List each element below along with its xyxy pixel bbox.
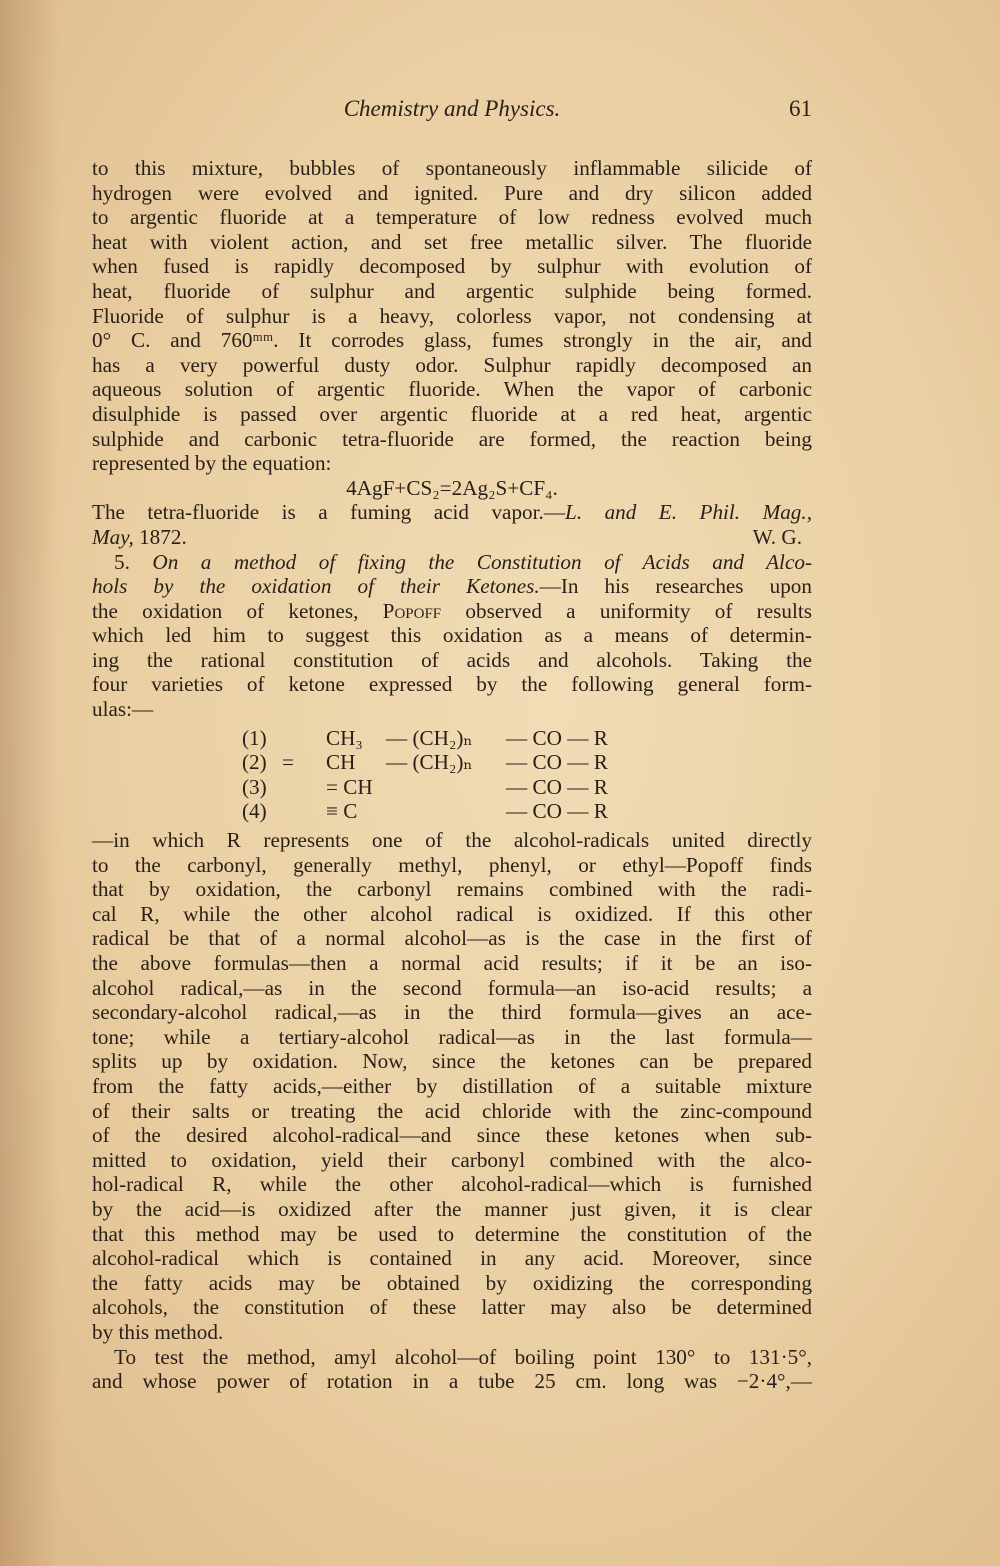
formula-part-c: — CO — R bbox=[506, 774, 608, 799]
text-line: represented by the equation: bbox=[92, 451, 332, 476]
formula-prefix bbox=[282, 726, 326, 751]
section-title: On a method of fixing the Constitution of Acids and Alco- bbox=[152, 549, 812, 574]
text-line: that this method may be used to determine the constitution of the bbox=[92, 1221, 812, 1246]
text-line: by the acid—is oxidized after the manner just given, it is clear bbox=[92, 1196, 812, 1221]
text-line: when fused is rapidly decomposed by sulphur with evolution of bbox=[92, 254, 812, 279]
formula-prefix bbox=[282, 775, 326, 800]
chemical-equation: 4AgF+CS₂=2Ag₂S+CF₄. bbox=[346, 475, 558, 500]
text-line: hol-radical R, while the other alcohol-radical—which is furnished bbox=[92, 1172, 812, 1197]
citation-date bbox=[92, 525, 187, 550]
citation-line bbox=[92, 500, 812, 525]
formula-part-a: ≡ C bbox=[326, 799, 358, 824]
citation-date-line bbox=[92, 525, 812, 550]
formula-part-b: — (CH₂)ₙ bbox=[386, 725, 473, 750]
text-line: has a very powerful dusty odor. Sulphur rapidly decomposed an bbox=[92, 352, 812, 377]
citation-text: The tetra-fluoride is a fuming acid vapor.— bbox=[92, 500, 566, 525]
text-line: tone; while a tertiary-alcohol radical—as in the last formula— bbox=[92, 1024, 812, 1049]
text-line: ing the rational constitution of acids and alcohols. Taking the bbox=[92, 647, 812, 672]
formula-number: (2) bbox=[242, 750, 267, 775]
text-line: Fluoride of sulphur is a heavy, colorless vapor, not condensing at bbox=[92, 303, 812, 328]
author-signature: W. G. bbox=[752, 524, 802, 549]
formula-part-b: — (CH₂)ₙ bbox=[386, 750, 473, 775]
text-line: —in which R represents one of the alcohol-radicals united directly bbox=[92, 828, 812, 853]
text-line: which led him to suggest this oxidation as a means of determin- bbox=[92, 623, 812, 648]
section-5 bbox=[92, 550, 812, 722]
text-line: alcohols, the constitution of these latter may also be determined bbox=[92, 1295, 812, 1320]
text-line: alcohol radical,—as in the second formula—an iso-acid results; a bbox=[92, 975, 812, 1000]
text-line: heat with violent action, and set free metallic silver. The fluoride bbox=[92, 229, 812, 254]
text-line: to argentic fluoride at a temperature of low redness evolved much bbox=[92, 205, 812, 230]
formula-prefix: = bbox=[282, 750, 294, 775]
ketone-formulas bbox=[242, 726, 812, 824]
formula-part-c: — CO — R bbox=[506, 750, 608, 775]
running-title: Chemistry and Physics. bbox=[343, 96, 561, 121]
text-line: splits up by oxidation. Now, since the ketones can be prepared bbox=[92, 1049, 812, 1074]
formula-prefix bbox=[282, 799, 326, 824]
text-line: and whose power of rotation in a tube 25 cm. long was −2·4°,— bbox=[92, 1369, 812, 1394]
text-line: the fatty acids may be obtained by oxidizing the corresponding bbox=[92, 1270, 812, 1295]
formula-part-a: CH bbox=[326, 750, 356, 775]
text-line: four varieties of ketone expressed by the following general form- bbox=[92, 672, 812, 697]
page-number: 61 bbox=[789, 96, 812, 121]
text-line: 0° C. and 760ᵐᵐ. It corrodes glass, fumes strongly in the air, and bbox=[92, 328, 812, 353]
text-line: sulphide and carbonic tetra-fluoride are formed, the reaction being bbox=[92, 426, 812, 451]
text-line: cal R, while the other alcohol radical is oxidized. If this other bbox=[92, 901, 812, 926]
text-line: from the fatty acids,—either by distillation of a suitable mixture bbox=[92, 1073, 812, 1098]
text-line: by this method. bbox=[92, 1319, 224, 1344]
paragraph-3 bbox=[92, 1345, 812, 1394]
text-line: To test the method, amyl alcohol—of boiling point 130° to 131·5°, bbox=[114, 1344, 812, 1369]
citation-month: May, bbox=[92, 524, 134, 549]
section-title-line bbox=[92, 550, 812, 575]
text-line: heat, fluoride of sulphur and argentic sulphide being formed. bbox=[92, 278, 812, 303]
text-line: the above formulas—then a normal acid results; if it be an iso- bbox=[92, 951, 812, 975]
page-header bbox=[92, 96, 812, 132]
formula-row bbox=[242, 799, 812, 824]
text-line: of the desired alcohol-radical—and since these ketones when sub- bbox=[92, 1123, 812, 1148]
formula-number: (4) bbox=[242, 799, 267, 824]
formula-row bbox=[242, 775, 812, 800]
text-line: hydrogen were evolved and ignited. Pure and dry silicon added bbox=[92, 180, 812, 205]
formula-part-b bbox=[386, 775, 506, 800]
text-line: that by oxidation, the carbonyl remains combined with the radi- bbox=[92, 877, 812, 902]
section-title-line bbox=[92, 574, 812, 599]
formula-part-c: — CO — R bbox=[506, 725, 608, 750]
body-text bbox=[92, 156, 812, 1394]
formula-number: (3) bbox=[242, 774, 267, 799]
text-line: secondary-alcohol radical,—as in the third formula—gives an ace- bbox=[92, 1000, 812, 1025]
formula-part-c: — CO — R bbox=[506, 799, 608, 824]
text-line: alcohol-radical which is contained in any acid. Moreover, since bbox=[92, 1246, 812, 1271]
paragraph-1 bbox=[92, 156, 812, 476]
text-line: ulas:— bbox=[92, 697, 154, 722]
paragraph-2 bbox=[92, 828, 812, 1344]
text-line: radical be that of a normal alcohol—as is the case in the first of bbox=[92, 926, 812, 951]
citation-journal: L. and E. Phil. Mag., bbox=[565, 500, 812, 525]
section-text: —In his researches upon bbox=[539, 574, 812, 599]
formula-part-b bbox=[386, 799, 506, 824]
formula-row bbox=[242, 726, 812, 751]
text-line: aqueous solution of argentic fluoride. When the vapor of carbonic bbox=[92, 377, 812, 402]
text-line: disulphide is passed over argentic fluoride at a red heat, argentic bbox=[92, 401, 812, 426]
author-name: Popoff bbox=[382, 598, 442, 623]
citation-year: 1872. bbox=[133, 524, 187, 549]
formula-part-a: = CH bbox=[326, 774, 373, 799]
formula-part-a: CH₃ bbox=[326, 725, 363, 750]
page-shadow bbox=[0, 0, 60, 1566]
section-title-cont: hols by the oxidation of their Ketones. bbox=[92, 574, 540, 599]
section-number: 5. bbox=[114, 549, 130, 574]
text-line: mitted to oxidation, yield their carbonyl combined with the alco- bbox=[92, 1147, 812, 1172]
text-line: the oxidation of ketones, Popoff observed a uniformity of results bbox=[92, 598, 812, 623]
text-line: of their salts or treating the acid chloride with the zinc-compound bbox=[92, 1098, 812, 1123]
text-line: to the carbonyl, generally methyl, phenyl, or ethyl—Popoff finds bbox=[92, 852, 812, 877]
formula-number: (1) bbox=[242, 725, 267, 750]
text-fragment: observed a uniformity of results bbox=[441, 598, 812, 623]
text-line: to this mixture, bubbles of spontaneously inflammable silicide of bbox=[92, 156, 812, 180]
formula-row bbox=[242, 750, 812, 775]
